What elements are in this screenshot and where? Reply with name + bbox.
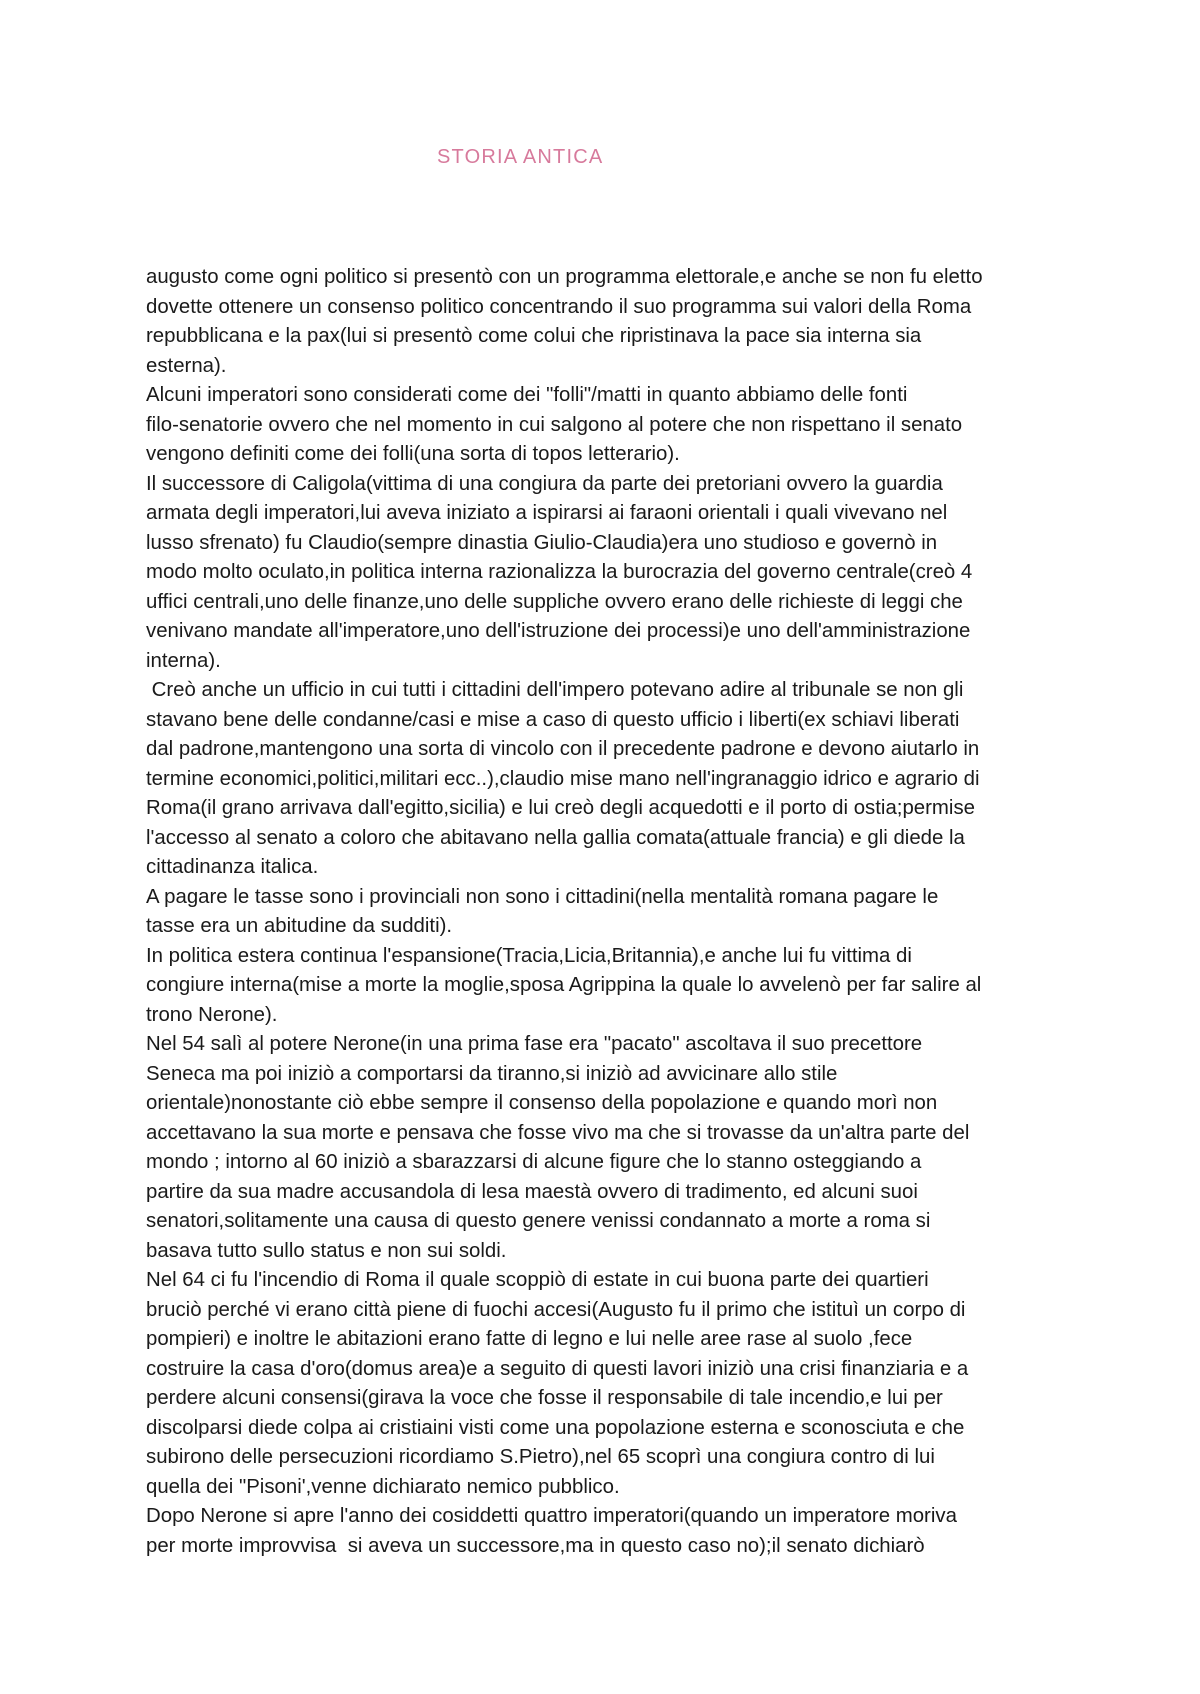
document-body bbox=[146, 263, 1066, 1561]
text-line: Nel 54 salì al potere Nerone(in una prima fase era "pacato" ascoltava il suo precettore bbox=[146, 1033, 923, 1055]
text-line: per morte improvvisa si aveva un successore,ma in questo caso no);il senato dichiarò bbox=[146, 1534, 925, 1557]
text-line: esterna). bbox=[146, 354, 227, 377]
text-line: filo-senatorie ovvero che nel momento in cui salgono al potere che non rispettano il senato bbox=[146, 413, 963, 436]
text-line: subirono delle persecuzioni ricordiamo S.Pietro),nel 65 scoprì una congiura contro di lui bbox=[146, 1446, 935, 1468]
text-line: A pagare le tasse sono i provinciali non sono i cittadini(nella mentalità romana pagare le bbox=[146, 885, 939, 908]
text-line: senatori,solitamente una causa di questo genere venissi condannato a morte a roma si bbox=[146, 1210, 931, 1232]
text-line: orientale)nonostante ciò ebbe sempre il consenso della popolazione e quando morì non bbox=[146, 1092, 938, 1114]
text-line: mondo ; intorno al 60 iniziò a sbarazzarsi di alcune figure che lo stanno osteggiando a bbox=[146, 1151, 922, 1173]
text-line: partire da sua madre accusandola di lesa maestà ovvero di tradimento, ed alcuni suoi bbox=[146, 1180, 918, 1203]
text-line: modo molto oculato,in politica interna razionalizza la burocrazia del governo centrale(creò 4 bbox=[146, 561, 973, 583]
text-line: pompieri) e inoltre le abitazioni erano fatte di legno e lui nelle aree rase al suolo ,fece bbox=[146, 1328, 913, 1350]
text-line: Creò anche un ufficio in cui tutti i cittadini dell'impero potevano adire al tribunale se non gli bbox=[146, 679, 964, 701]
document-title: STORIA ANTICA bbox=[437, 146, 604, 168]
text-line: In politica estera continua l'espansione(Tracia,Licia,Britannia),e anche lui fu vittima di bbox=[146, 944, 912, 967]
text-line: Nel 64 ci fu l'incendio di Roma il quale scoppiò di estate in cui buona parte dei quartieri bbox=[146, 1269, 929, 1291]
text-line: bruciò perché vi erano città piene di fuochi accesi(Augusto fu il primo che istituì un corpo di bbox=[146, 1298, 966, 1321]
text-line: l'accesso al senato a coloro che abitavano nella gallia comata(attuale francia) e gli diede la bbox=[146, 826, 965, 849]
text-line: congiure interna(mise a morte la moglie,sposa Agrippina la quale lo avvelenò per far salire al bbox=[146, 974, 982, 996]
text-line: tasse era un abitudine da sudditi). bbox=[146, 915, 453, 937]
text-line: Il successore di Caligola(vittima di una congiura da parte dei pretoriani ovvero la guardia bbox=[146, 472, 943, 495]
text-line: termine economici,politici,militari ecc..),claudio mise mano nell'ingranaggio idrico e agrario di bbox=[146, 767, 980, 790]
text-line: discolparsi diede colpa ai cristiaini visti come una popolazione esterna e sconosciuta e che bbox=[146, 1416, 965, 1439]
text-line: perdere alcuni consensi(girava la voce che fosse il responsabile di tale incendio,e lui per bbox=[146, 1387, 943, 1409]
text-line: Alcuni imperatori sono considerati come dei "folli"/matti in quanto abbiamo delle fonti bbox=[146, 384, 908, 406]
text-line: costruire la casa d'oro(domus area)e a seguito di questi lavori iniziò una crisi finanziaria e a bbox=[146, 1357, 969, 1380]
text-line: accettavano la sua morte e pensava che fosse vivo ma che si trovasse da un'altra parte del bbox=[146, 1121, 970, 1144]
text-line: quella dei "Pisoni',venne dichiarato nemico pubblico. bbox=[146, 1475, 620, 1498]
text-line: trono Nerone). bbox=[146, 1003, 278, 1026]
text-line: Dopo Nerone si apre l'anno dei cosiddetti quattro imperatori(quando un imperatore moriva bbox=[146, 1505, 957, 1527]
text-line: stavano bene delle condanne/casi e mise a caso di questo ufficio i liberti(ex schiavi liberati bbox=[146, 708, 960, 731]
text-line: repubblicana e la pax(lui si presentò come colui che ripristinava la pace sia interna sia bbox=[146, 325, 922, 347]
text-line: dal padrone,mantengono una sorta di vincolo con il precedente padrone e devono aiutarlo in bbox=[146, 738, 980, 760]
text-line: augusto come ogni politico si presentò con un programma elettorale,e anche se non fu eletto bbox=[146, 266, 983, 288]
text-line: Seneca ma poi iniziò a comportarsi da tiranno,si iniziò ad avvicinare allo stile bbox=[146, 1062, 838, 1085]
text-line: vengono definiti come dei folli(una sorta di topos letterario). bbox=[146, 443, 680, 465]
text-line: lusso sfrenato) fu Claudio(sempre dinastia Giulio-Claudia)era uno studioso e governò in bbox=[146, 531, 938, 554]
text-line: uffici centrali,uno delle finanze,uno delle suppliche ovvero erano delle richieste di leggi che bbox=[146, 590, 963, 613]
text-line: armata degli imperatori,lui aveva iniziato a ispirarsi ai faraoni orientali i quali vivevano nel bbox=[146, 502, 948, 524]
text-line: venivano mandate all'imperatore,uno dell'istruzione dei processi)e uno dell'amministrazione bbox=[146, 620, 971, 642]
text-line: dovette ottenere un consenso politico concentrando il suo programma sui valori della Roma bbox=[146, 295, 972, 318]
text-line: cittadinanza italica. bbox=[146, 856, 319, 878]
text-line: basava tutto sullo status e non sui soldi. bbox=[146, 1239, 507, 1262]
text-line: Roma(il grano arrivava dall'egitto,sicilia) e lui creò degli acquedotti e il porto di ostia;permise bbox=[146, 797, 975, 819]
text-line: interna). bbox=[146, 649, 221, 672]
